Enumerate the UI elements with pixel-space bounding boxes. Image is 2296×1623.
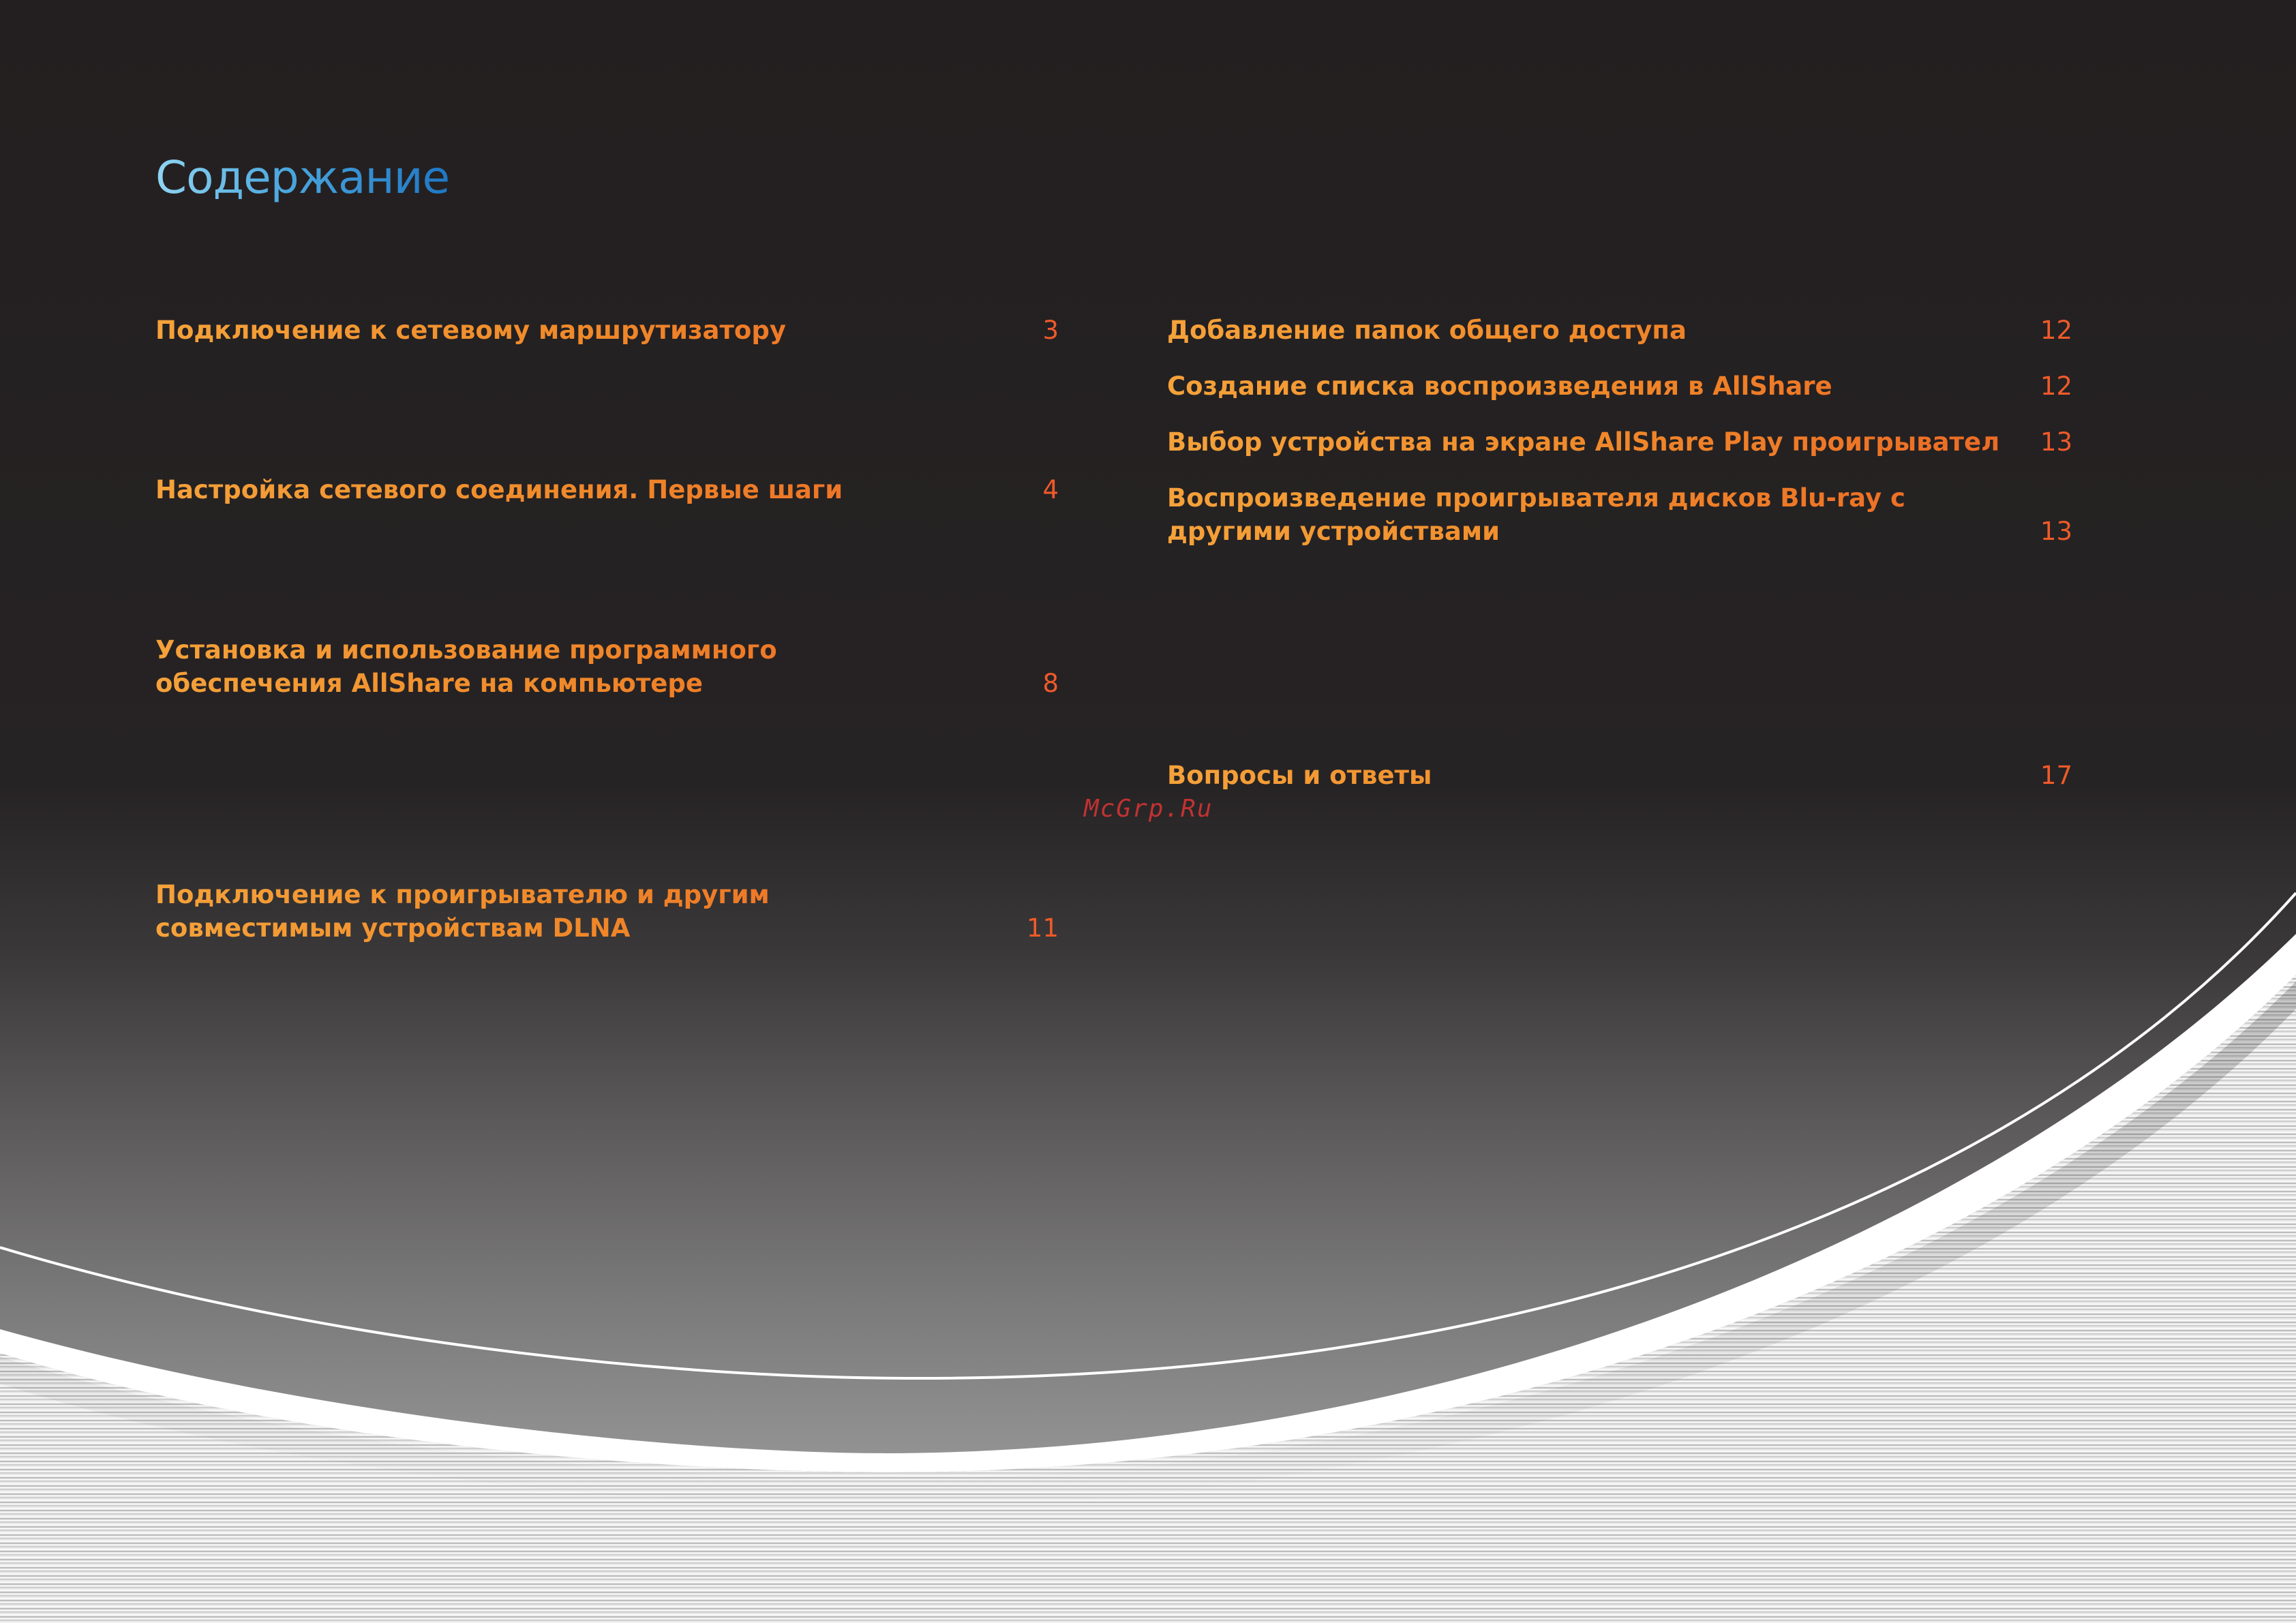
toc-entry-page[interactable]: 8 (1042, 669, 1059, 698)
toc-entry-page[interactable]: 12 (2040, 316, 2072, 345)
toc-entry-title[interactable]: Подключение к сетевому маршрутизатору (155, 314, 973, 347)
toc-entry-title[interactable]: Создание списка воспроизведения в AllShare (1167, 369, 1985, 403)
toc-entry[interactable] (1167, 369, 2072, 403)
toc-entry[interactable] (155, 314, 1059, 347)
toc-entry-page[interactable]: 4 (1042, 475, 1059, 504)
watermark: McGrp.Ru (1084, 795, 1213, 823)
toc-entry-title[interactable]: Воспроизведение проигрывателя дисков Blu-ray с другими устройствами (1167, 481, 1972, 548)
toc-entry-title[interactable]: Выбор устройства на экране AllShare Play проигрывателя (1167, 425, 1999, 459)
toc-entry-page[interactable]: 12 (2040, 371, 2072, 401)
toc-entry[interactable] (1167, 759, 2072, 792)
toc-entry-page[interactable]: 17 (2040, 761, 2072, 790)
toc-entry-page[interactable]: 11 (1026, 913, 1059, 943)
toc-entry[interactable] (1167, 425, 2072, 459)
toc-entry[interactable] (155, 633, 1059, 700)
toc-entry[interactable] (1167, 314, 2072, 347)
toc-entry[interactable] (155, 878, 1059, 945)
page-title: Содержание (155, 151, 450, 204)
toc-entry-title[interactable]: Установка и использование программного обеспечения AllShare на компьютере (155, 633, 939, 700)
toc-entry[interactable] (1167, 481, 2072, 548)
toc-entry[interactable] (155, 473, 1059, 506)
toc-entry-page[interactable]: 3 (1042, 316, 1059, 345)
toc-entry-title[interactable]: Добавление папок общего доступа (1167, 314, 1985, 347)
toc-entry-title[interactable]: Подключение к проигрывателю и другим совместимым устройствам DLNA (155, 878, 939, 945)
toc-entry-title[interactable]: Вопросы и ответы (1167, 759, 1985, 792)
toc-entry-title[interactable]: Настройка сетевого соединения. Первые шаги (155, 473, 973, 506)
toc-entry-page[interactable]: 13 (2040, 427, 2072, 457)
toc-entry-page[interactable]: 13 (2040, 517, 2072, 546)
